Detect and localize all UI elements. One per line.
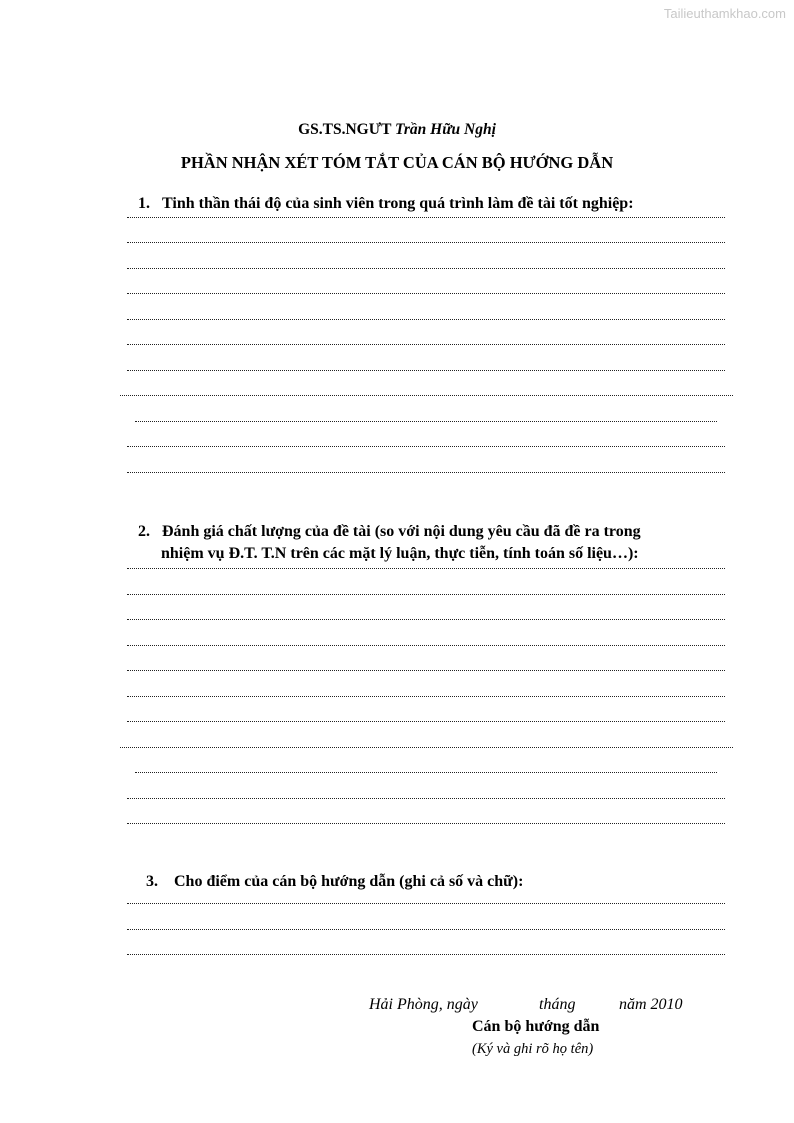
answer-line[interactable]: [0, 721, 794, 733]
answer-line[interactable]: [0, 594, 794, 606]
signer-note: (Ký và ghi rõ họ tên): [472, 1041, 594, 1057]
answer-line[interactable]: [0, 903, 794, 915]
section-2-text-line2: nhiệm vụ Đ.T. T.N trên các mặt lý luận, thực tiễn, tính toán số liệu…):: [161, 545, 639, 562]
section-1-heading: [138, 193, 634, 215]
answer-line[interactable]: [0, 344, 794, 356]
answer-line[interactable]: [0, 798, 794, 810]
signer-title: Cán bộ hướng dẫn: [472, 1018, 600, 1035]
answer-line[interactable]: [0, 293, 794, 305]
answer-line[interactable]: [0, 395, 794, 407]
month-text: tháng: [539, 996, 576, 1013]
section-3-number: 3.: [146, 873, 158, 890]
advisor-name: Trần Hữu Nghị: [395, 121, 496, 138]
advisor-line: [0, 121, 794, 139]
section-3-text: Cho điểm của cán bộ hướng dẫn (ghi cả số và chữ):: [174, 873, 524, 890]
section-2-number: 2.: [138, 523, 150, 540]
form-title: PHẦN NHẬN XÉT TÓM TẮT CỦA CÁN BỘ HƯỚNG DẪN: [180, 153, 614, 172]
section-2-text-line1: Đánh giá chất lượng của đề tài (so với nội dung yêu cầu đã đề ra trong: [162, 523, 641, 540]
answer-line[interactable]: [0, 446, 794, 458]
section-3-heading: [146, 871, 523, 893]
answer-line[interactable]: [0, 568, 794, 580]
answer-line[interactable]: [0, 929, 794, 941]
answer-line[interactable]: [0, 645, 794, 657]
answer-line[interactable]: [0, 319, 794, 331]
answer-line[interactable]: [0, 747, 794, 759]
answer-line[interactable]: [0, 217, 794, 229]
place-day-text: Hải Phòng, ngày: [369, 996, 478, 1013]
answer-line[interactable]: [0, 670, 794, 682]
answer-line[interactable]: [0, 772, 794, 784]
answer-line[interactable]: [0, 696, 794, 708]
answer-line[interactable]: [0, 268, 794, 280]
answer-line[interactable]: [0, 954, 794, 966]
section-1-number: 1.: [138, 195, 150, 212]
answer-line[interactable]: [0, 619, 794, 631]
advisor-prefix: GS.TS.NGƯT: [298, 121, 392, 138]
watermark-text: Tailieuthamkhao.com: [663, 6, 786, 21]
answer-line[interactable]: [0, 421, 794, 433]
answer-line[interactable]: [0, 370, 794, 382]
answer-line[interactable]: [0, 242, 794, 254]
answer-line[interactable]: [0, 823, 794, 835]
place-date-line: [369, 996, 683, 1014]
section-2-heading: [138, 521, 641, 565]
section-1-text: Tinh thần thái độ của sinh viên trong quá trình làm đề tài tốt nghiệp:: [162, 195, 634, 212]
answer-line[interactable]: [0, 472, 794, 484]
year-text: năm 2010: [619, 996, 683, 1013]
